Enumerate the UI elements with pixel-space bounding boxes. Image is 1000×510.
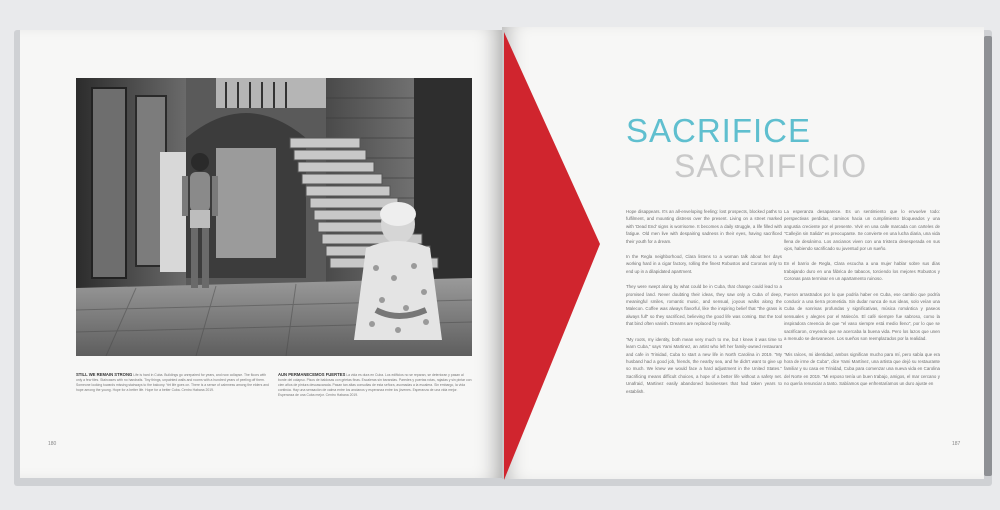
body-column-english bbox=[626, 208, 782, 403]
body-column-spanish bbox=[784, 208, 940, 396]
body-en-paragraph: Hope disappears. It's an all-enveloping feeling: lost prospects, blocked paths to fulfilment, and mounting distress over the present. Living on a street marked with 'Dead End' signs is worrisome. It becomes a daily struggle, a life filled with fatigue. Old men live with despairing sadness in their eyes, having sacrificed their youth for a dream. bbox=[626, 209, 782, 244]
caption-spanish bbox=[278, 372, 472, 398]
body-es-paragraph: En el barrio de Regla, Clara escucha a una mujer hablar sobre sus días trabajando duro en una fábrica de tabacos, torciendo los mejores Robustos y Coronas para terminar en un apartamento ruinoso. bbox=[784, 261, 940, 282]
body-en-paragraph: They were swept along by what could be in Cuba, that change could lead to a promised land. Never doubting their ideas, they saw only a Cuba of deep, meaningful smiles, romantic music, and sensual, joyous walks along the Malecon. Coffee was always flavorful, like the inspiring belief that "the grass is always full" so they sacrificed, believing the good life was coming. But the tool that bind often vanish. Dreams are replaced by reality. bbox=[626, 284, 782, 327]
hallway-light bbox=[216, 148, 276, 258]
body-en-paragraph: In the Regla neighborhood, Clara listens to a woman talk about her days working hard in a cigar factory, rolling the finest Robustos and Coronas only to end up in a dilapidated apartment. bbox=[626, 254, 782, 274]
bw-photograph bbox=[76, 78, 472, 356]
caption-spanish-title: AUN PERMANECEMOS FUERTES bbox=[278, 372, 346, 377]
body-en-paragraph: "My roots, my identity, both mean very much to me, but I knew it was time to learn Cuba," says Yami Martinez, an artist who left her family-owned restaurant and cafe in Trinidad, Cuba to start a new life in North Carolina in 2019. "My husband had a good job, friends, the nearby sea, and he didn't want to give up so much. We knew we would face a hard adjustment in the United States." Sacrificing means difficult choices, a hope of a better life without a safety net. Unafraid, Martinez easily abandoned businesses that had taken years to establish. bbox=[626, 336, 782, 394]
balcony bbox=[216, 78, 336, 108]
right-page-number: 187 bbox=[952, 441, 961, 447]
body-es-paragraph: Fueron arrastrados por lo que podría haber en Cuba, ese cambio que podría conducir a una tierra prometida. Sin dudar nunca de sus ideas, solo veían una Cuba de sonrisas profundas y significativas, música romántica y paseos sensuales y alegres por el Malecón. El café siempre fue sabroso, como la inspiradora creencia de que "el vaso siempre está medio lleno", por lo que se sacrificaron, creyendo que se acercaba la buena vida. Pero los lazos que unen a menudo se desvanecen. Los sueños son reemplazados por la realidad. bbox=[784, 291, 940, 342]
left-door bbox=[92, 88, 126, 278]
caption-english bbox=[76, 372, 270, 393]
red-chevron-graphic bbox=[504, 32, 600, 480]
body-es-paragraph: La esperanza desaparece. Es un sentimiento que lo envuelve todo: perspectivas perdidas, caminos hacia un cumplimiento bloqueados y una angustia creciente por el presente. Vivir en una calle marcada con carteles de "Callejón sin Salida" es preocupante. Se convierte en una lucha diaria, una vida llena de desánimo. Los ancianos viven con una tristeza desesperada en sus ojos, habiendo sacrificado su juventud por un sueño. bbox=[784, 209, 940, 252]
body-es-paragraph: "Mis raíces, mi identidad, ambos significan mucho para mí, pero sabía que era hora de irme de Cuba", dice Yami Martínez, una artista que dejó su restaurante familiar y su casa en Trinidad, Cuba para comenzar una nueva vida en Carolina del Norte en 2019. "Mi esposo tenía un buen trabajo, amigos, el mar cercano y no quería renunciar a tanto. Sabíamos que enfrentaríamos un duro ajuste en bbox=[784, 351, 940, 387]
caption-english-text: Life is hard in Cuba. Buildings go unrepaired for years, and now collapse. The floors with only a few tiles. Staircases with no handrails. Tiny things, unpainted walls and rooms with a hundred years of peeling off them. Someone looking towards missing stairways to the balcony. Yet life goes on. There is a sense of calmness among the elders and hope among the young. Hope for a better life. Hope for a better Cuba. Centro Habana 2019. bbox=[76, 373, 269, 392]
photo-illustration bbox=[76, 78, 472, 356]
left-page-number: 180 bbox=[48, 441, 57, 447]
caption-spanish-text: La vida es dura en Cuba. Los edificios no se reparan, se deterioran y pasan al borde del colapso. Pisos de baldosas con grietas finas. Escaleras sin barandas. Paredes y puertas rotas, rajadas y sin pintar con cien años de pintura descascarada. Pasan tan altas consultas de esta señora, asomadas a la escalera. Sin embargo, la vida continúa. Hay una sensación de calma entre los ancianos y esperanza entre los jóvenes. Esperanza de una vida mejor. Esperanza de una Cuba mejor. Centro Habana 2019. bbox=[278, 373, 472, 397]
title-spanish: SACRIFICIO bbox=[674, 148, 868, 184]
book-cover-edge bbox=[984, 36, 992, 476]
title-english: SACRIFICE bbox=[626, 112, 812, 149]
caption-english-title: STILL WE REMAIN STRONG bbox=[76, 372, 133, 377]
